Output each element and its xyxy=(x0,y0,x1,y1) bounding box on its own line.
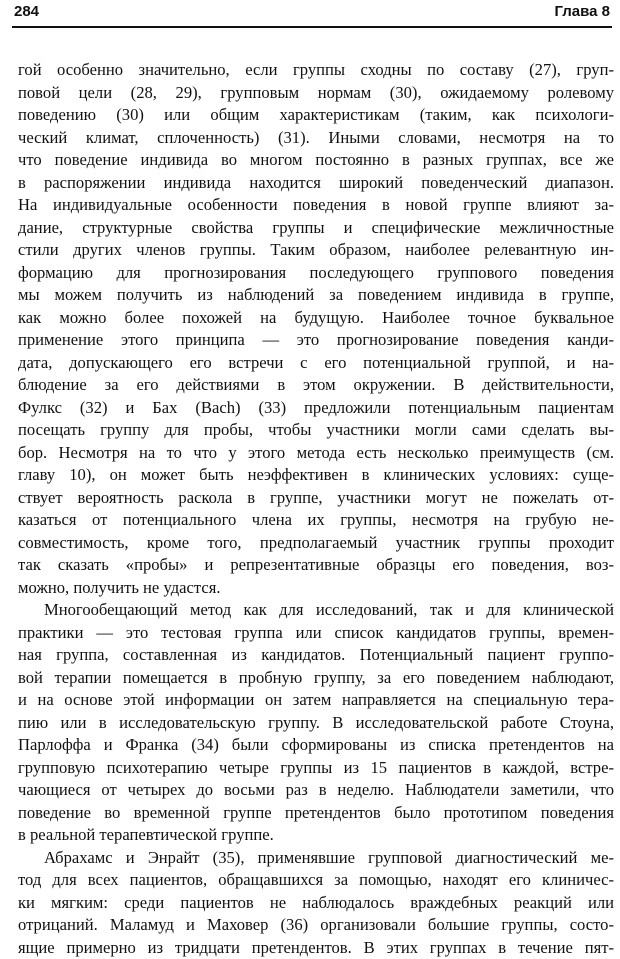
text-line: так сказать «пробы» и репрезентативные образцы его поведения, воз- xyxy=(18,554,614,577)
text-line: ки мягким: среди пациентов не наблюдалось враждебных реакций или xyxy=(18,892,614,915)
text-line: Абрахамс и Энрайт (35), применявшие групповой диагностический ме- xyxy=(18,847,614,870)
text-line: Многообещающий метод как для исследований, так и для клинической xyxy=(18,599,614,622)
text-line: Парлоффа и Франка (34) были сформированы из списка претендентов на xyxy=(18,734,614,757)
text-line: и на основе этой информации он затем направляется на специальную тера- xyxy=(18,689,614,712)
text-line: стили других членов группы. Таким образом, наиболее релевантную ин- xyxy=(18,239,614,262)
text-line: можно, получить не удастся. xyxy=(18,577,614,600)
text-line: групповую психотерапию четыре группы из 15 пациентов в каждой, встре- xyxy=(18,757,614,780)
page-header xyxy=(0,0,620,26)
text-line: дание, структурные свойства группы и специфические межличностные xyxy=(18,217,614,240)
text-line: повой цели (28, 29), групповым нормам (30), ожидаемому ролевому xyxy=(18,82,614,105)
text-line: посещать группу для пробы, чтобы участники могли сами сделать вы- xyxy=(18,419,614,442)
text-line: ная группа, составленная из кандидатов. Потенциальный пациент группо- xyxy=(18,644,614,667)
text-line: как можно более похожей на будущую. Наиболее точное буквальное xyxy=(18,307,614,330)
text-line: мы можем получить из наблюдений за поведением индивида в группе, xyxy=(18,284,614,307)
text-line: ствует вероятность раскола в группе, участники могут не пожелать от- xyxy=(18,487,614,510)
text-line: что поведение индивида во многом постоянно в разных группах, все же xyxy=(18,149,614,172)
text-line: пию или в исследовательскую группу. В исследовательской работе Стоуна, xyxy=(18,712,614,735)
text-line: ческий климат, сплоченность) (31). Иными словами, несмотря на то xyxy=(18,127,614,150)
header-rule xyxy=(12,26,612,28)
paragraph xyxy=(18,847,614,959)
text-line: блюдение за его действиями в этом окружении. В действительности, xyxy=(18,374,614,397)
text-line: формацию для прогнозирования последующего группового поведения xyxy=(18,262,614,285)
text-line: в распоряжении индивида находится широкий поведенческий диапазон. xyxy=(18,172,614,195)
paragraph xyxy=(18,59,614,599)
page-number: 284 xyxy=(14,0,39,24)
chapter-label: Глава 8 xyxy=(554,0,610,24)
text-line: совместимость, кроме того, предполагаемый участник группы проходит xyxy=(18,532,614,555)
text-line: вой терапии помещается в пробную группу, за его поведением наблюдают, xyxy=(18,667,614,690)
text-line: казаться от потенциального члена их группы, несмотря на грубую не- xyxy=(18,509,614,532)
paragraph xyxy=(18,599,614,847)
text-line: тод для всех пациентов, обращавшихся за помощью, находят его клиничес- xyxy=(18,869,614,892)
text-line: практики — это тестовая группа или список кандидатов группы, времен- xyxy=(18,622,614,645)
text-line: дата, допускающего его встречи с его потенциальной группой, и на- xyxy=(18,352,614,375)
text-line: На индивидуальные особенности поведения в новой группе влияют за- xyxy=(18,194,614,217)
text-line: ящие примерно из тридцати претендентов. В этих группах в течение пят- xyxy=(18,937,614,959)
text-line: Фулкс (32) и Бах (Bach) (33) предложили потенциальным пациентам xyxy=(18,397,614,420)
text-line: применение этого принципа — это прогнозирование поведения канди- xyxy=(18,329,614,352)
text-line: отрицаний. Маламуд и Маховер (36) организовали большие группы, состо- xyxy=(18,914,614,937)
text-line: поведению (30) или общим характеристикам (таким, как психологи- xyxy=(18,104,614,127)
text-line: бор. Несмотря на то что у этого метода есть несколько преимуществ (см. xyxy=(18,442,614,465)
text-line: в реальной терапевтической группе. xyxy=(18,824,614,847)
text-line: поведение во временной группе претендентов было прототипом поведения xyxy=(18,802,614,825)
text-line: главу 10), он может быть неэффективен в клинических условиях: суще- xyxy=(18,464,614,487)
text-line: чающиеся от четырех до восьми раз в неделю. Наблюдатели заметили, что xyxy=(18,779,614,802)
body-text xyxy=(18,59,614,959)
text-line: гой особенно значительно, если группы сходны по составу (27), груп- xyxy=(18,59,614,82)
